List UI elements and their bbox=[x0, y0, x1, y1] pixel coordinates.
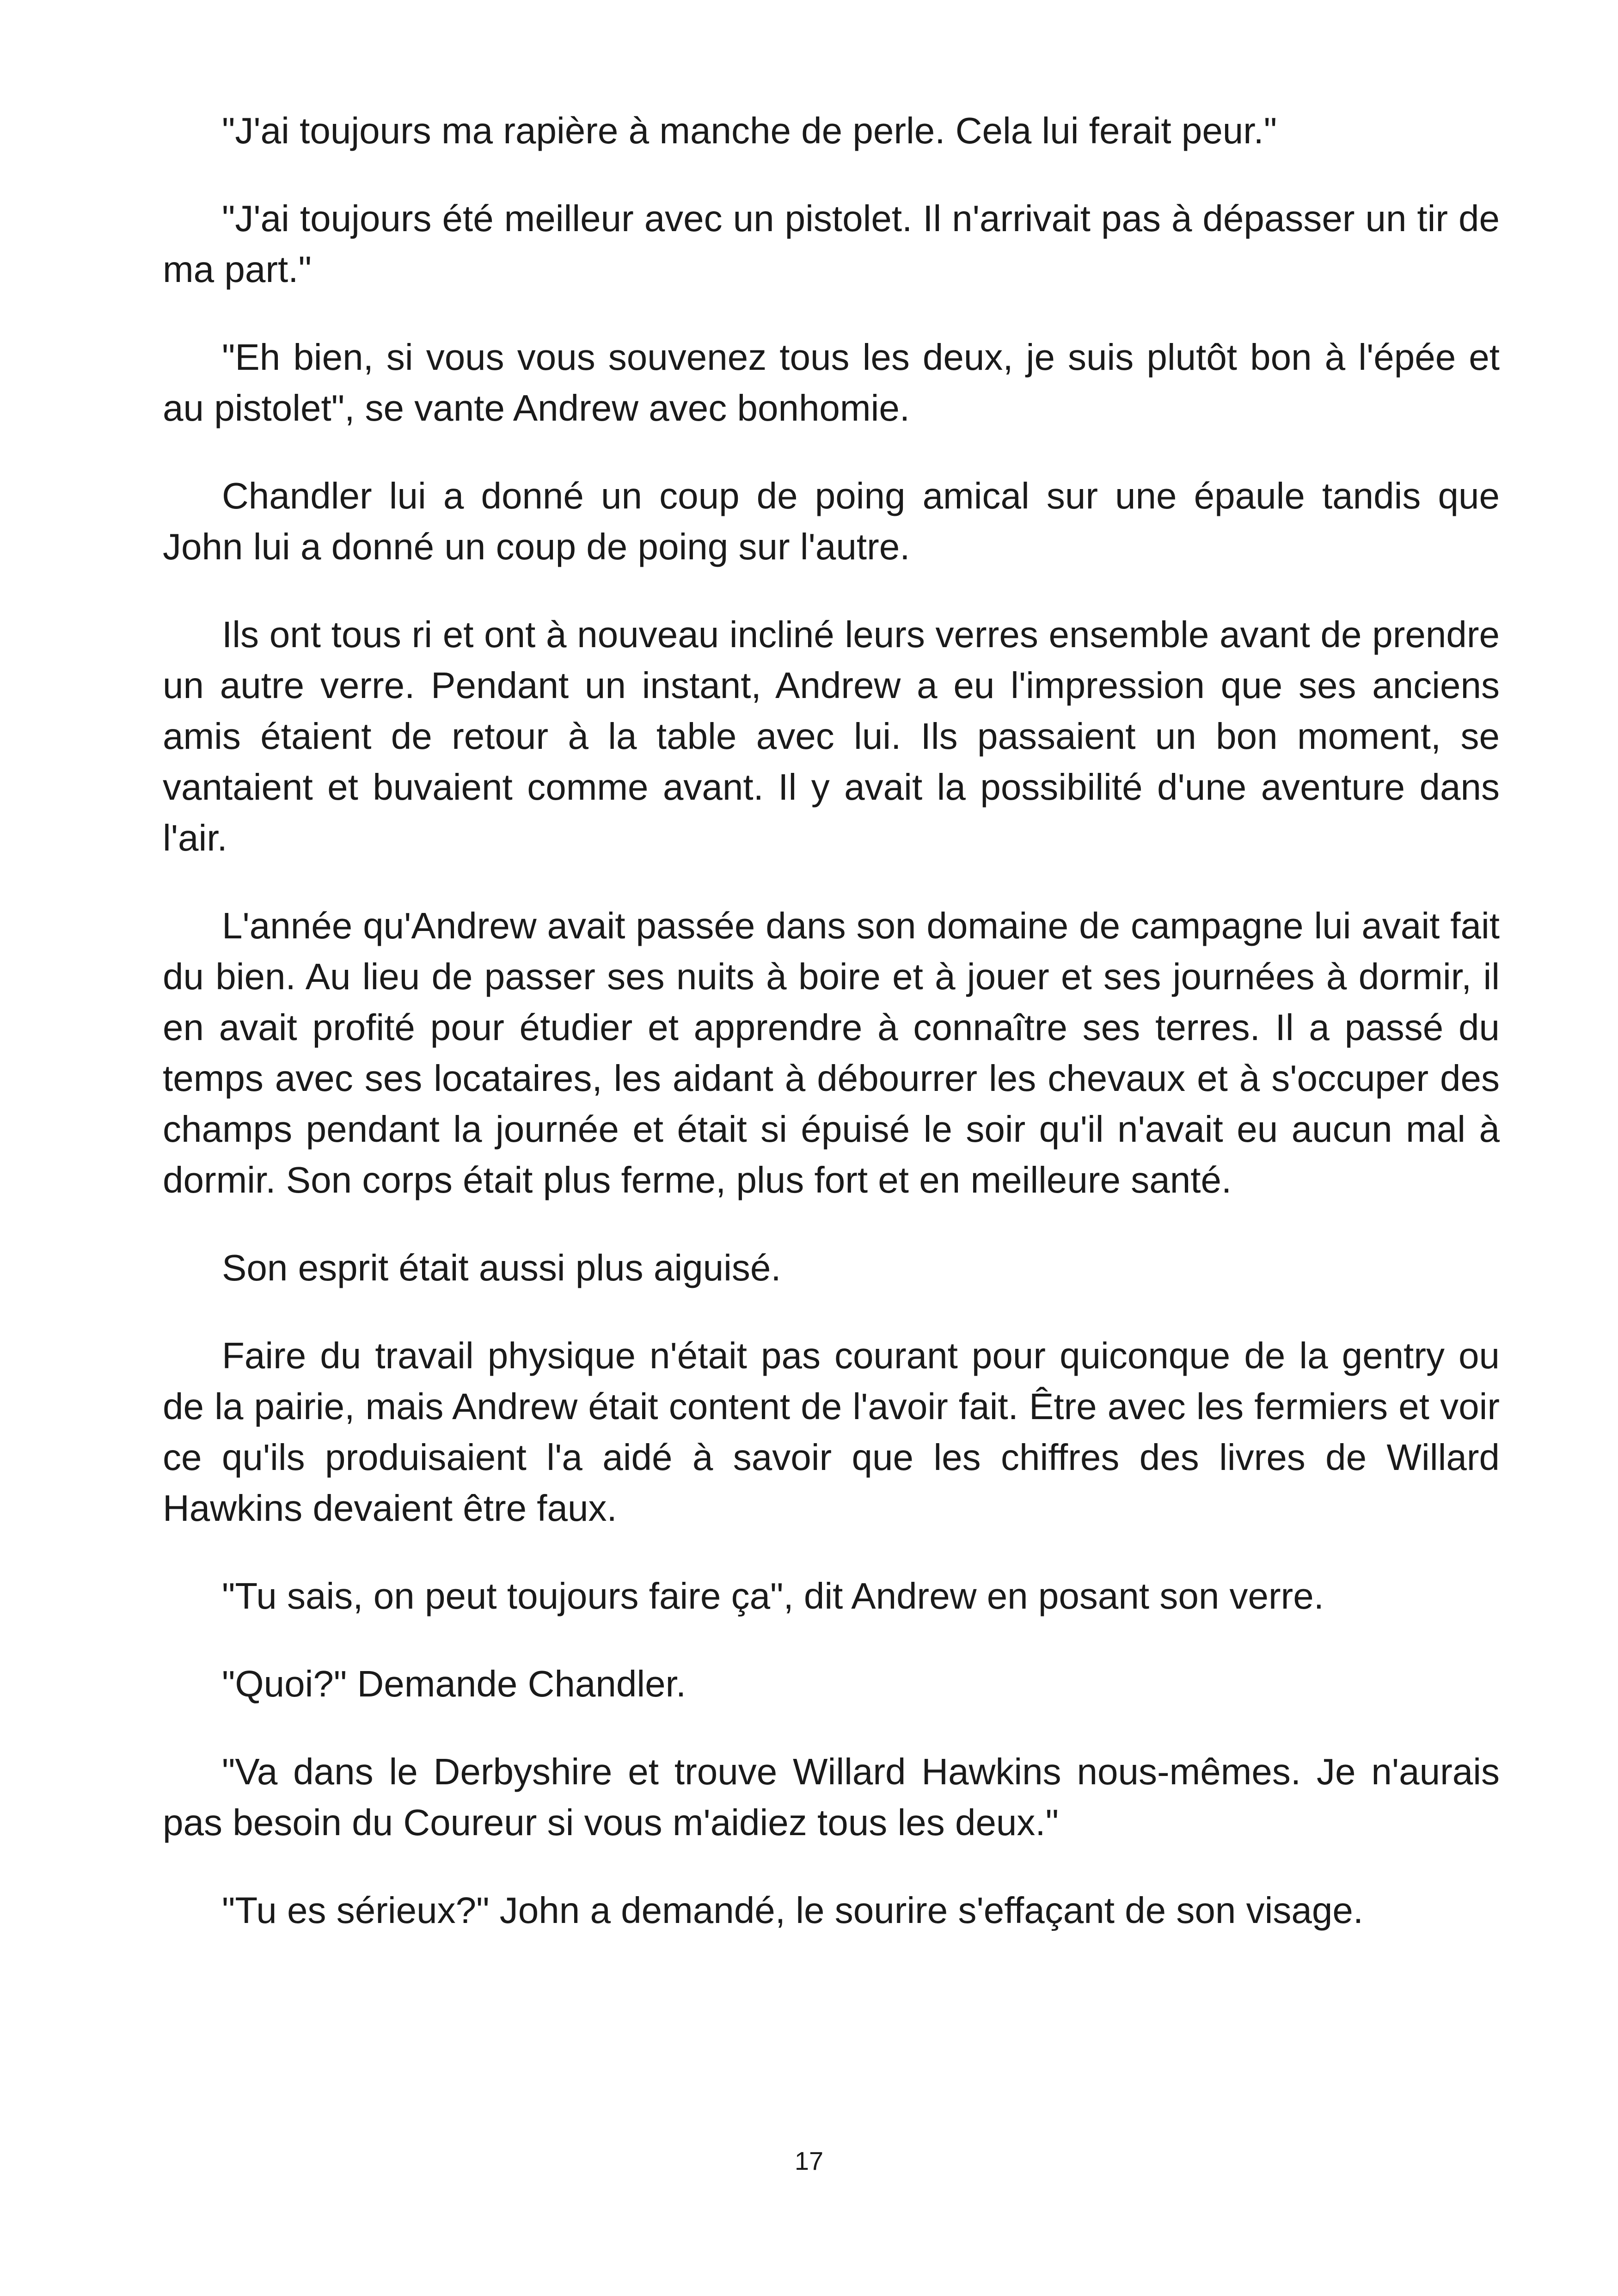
paragraph: "J'ai toujours ma rapière à manche de perle. Cela lui ferait peur." bbox=[222, 110, 1277, 151]
paragraph: "Quoi?" Demande Chandler. bbox=[222, 1663, 686, 1704]
paragraph: "Va dans le Derbyshire et trouve Willard Hawkins nous-mêmes. Je n'aurais pas besoin du Coureur si vous m'aidiez tous les deux." bbox=[163, 1751, 1500, 1843]
body-text bbox=[163, 105, 1500, 1973]
paragraph: "Eh bien, si vous vous souvenez tous les deux, je suis plutôt bon à l'épée et au pistolet", se vante Andrew avec bonhomie. bbox=[163, 337, 1500, 429]
paragraph: L'année qu'Andrew avait passée dans son domaine de campagne lui avait fait du bien. Au lieu de passer ses nuits à boire et à jouer et ses journées à dormir, il en avait profité pour étudier et apprendre à connaître ses terres. Il a passé du temps avec ses locataires, les aidant à débourrer les chevaux et à s'occuper des champs pendant la journée et était si épuisé le soir qu'il n'avait eu aucun mal à dormir. Son corps était plus ferme, plus fort et en meilleure santé. bbox=[163, 905, 1500, 1200]
paragraph: "Tu sais, on peut toujours faire ça", dit Andrew en posant son verre. bbox=[222, 1575, 1324, 1616]
paragraph: Son esprit était aussi plus aiguisé. bbox=[222, 1247, 781, 1288]
paragraph: "J'ai toujours été meilleur avec un pistolet. Il n'arrivait pas à dépasser un tir de ma part." bbox=[163, 198, 1500, 290]
page-number: 17 bbox=[794, 2146, 824, 2175]
paragraph: "Tu es sérieux?" John a demandé, le sourire s'effaçant de son visage. bbox=[222, 1890, 1364, 1931]
paragraph: Faire du travail physique n'était pas courant pour quiconque de la gentry ou de la pairie, mais Andrew était content de l'avoir fait. Être avec les fermiers et voir ce qu'ils produisaient l'a aidé à savoir que les chiffres des livres de Willard Hawkins devaient être faux. bbox=[163, 1335, 1500, 1529]
paragraph: Chandler lui a donné un coup de poing amical sur une épaule tandis que John lui a donné un coup de poing sur l'autre. bbox=[163, 475, 1500, 567]
paragraph: Ils ont tous ri et ont à nouveau incliné leurs verres ensemble avant de prendre un autre verre. Pendant un instant, Andrew a eu l'impression que ses anciens amis étaient de retour à la table avec lui. Ils passaient un bon moment, se vantaient et buvaient comme avant. Il y avait la possibilité d'une aventure dans l'air. bbox=[163, 614, 1500, 858]
